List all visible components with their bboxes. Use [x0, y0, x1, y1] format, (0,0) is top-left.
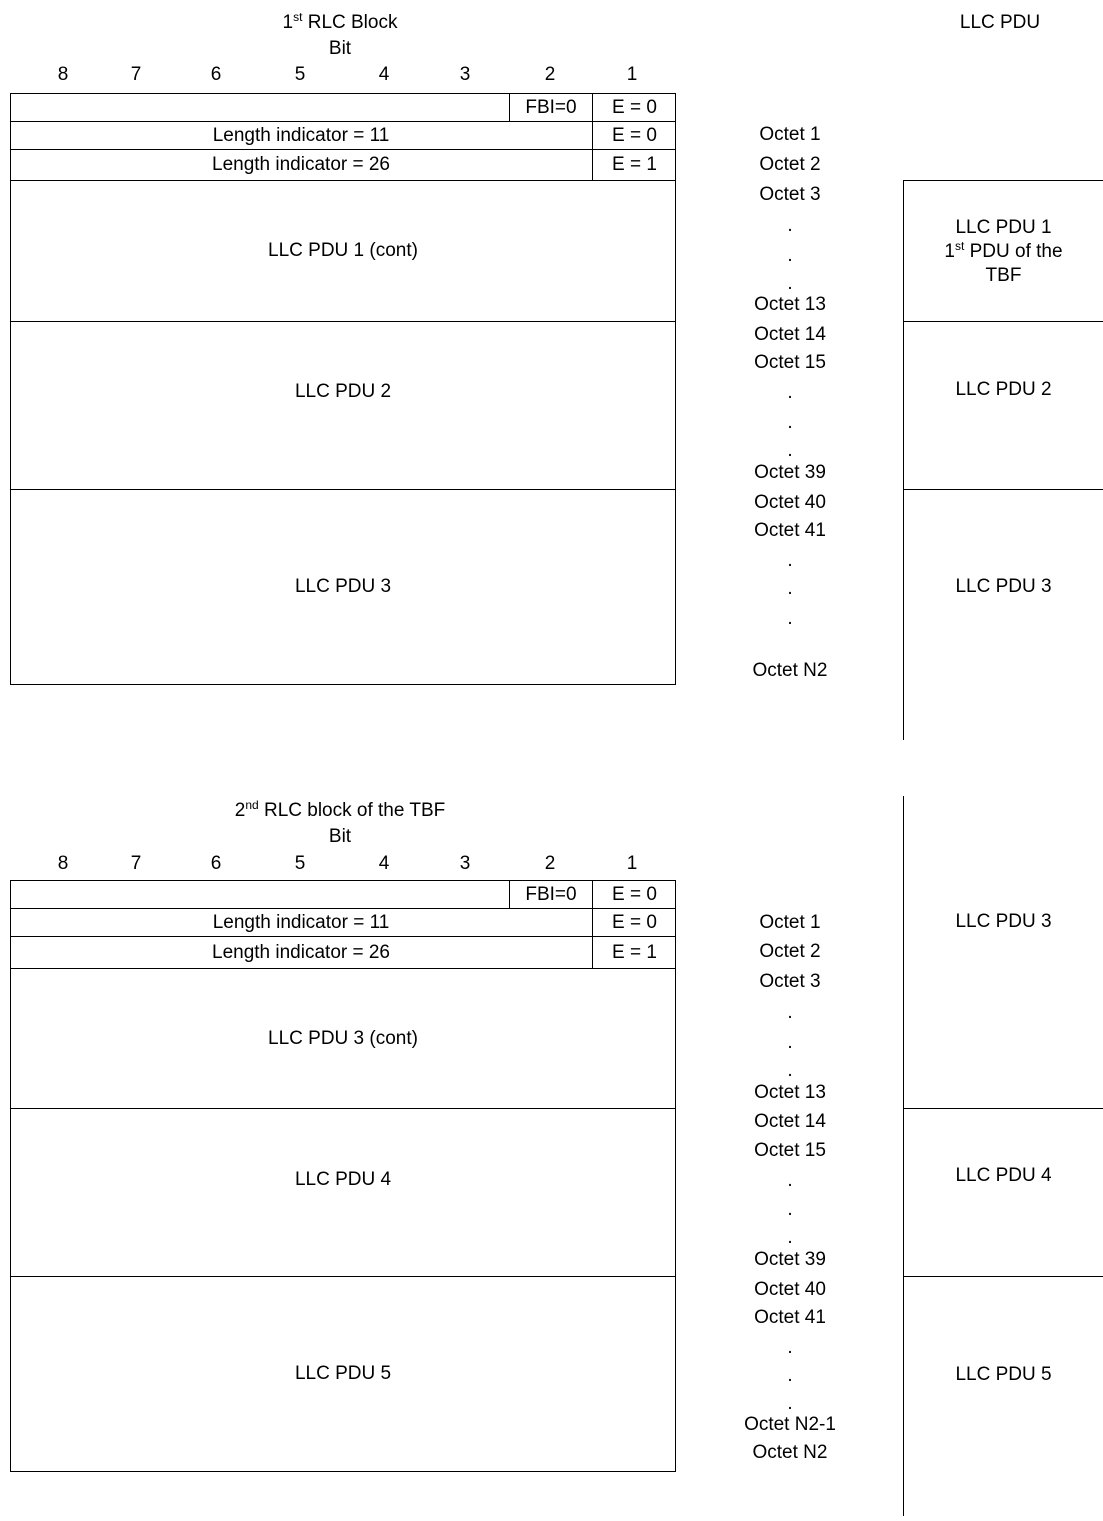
octet-label: Octet 15	[754, 352, 826, 373]
bit-number: 8	[57, 853, 69, 874]
length-indicator: Length indicator = 26	[212, 941, 390, 963]
bit-number: 6	[210, 64, 222, 85]
bit-number: 7	[130, 64, 142, 85]
right-pdu-label: LLC PDU 2	[955, 379, 1052, 400]
octet-label: Octet 1	[759, 124, 821, 145]
bit-number: 5	[294, 853, 306, 874]
octet-label: .	[787, 215, 793, 236]
length-indicator: Length indicator = 11	[212, 124, 390, 146]
extension-bit: E = 1	[612, 154, 657, 175]
bit-number: 7	[130, 853, 142, 874]
right-pdu-label: LLC PDU 3	[955, 911, 1052, 932]
bit-number: 3	[459, 64, 471, 85]
octet-label: .	[787, 1337, 793, 1358]
length-indicator: Length indicator = 26	[212, 154, 390, 175]
bit-number: 4	[378, 64, 390, 85]
bit-number: 2	[544, 853, 556, 874]
octet-label: .	[787, 1393, 793, 1414]
block-2-bit-label: Bit	[328, 826, 352, 847]
octet-label: Octet 40	[754, 1279, 826, 1300]
octet-label: Octet N2	[752, 660, 828, 681]
fbi-field: FBI=0	[525, 96, 577, 118]
bit-number: 1	[626, 64, 638, 85]
octet-label: Octet N2	[752, 1442, 828, 1463]
octet-label: Octet N2-1	[744, 1414, 836, 1435]
octet-label: Octet 3	[759, 184, 821, 205]
octet-label: Octet 1	[759, 912, 821, 933]
bit-number: 3	[459, 853, 471, 874]
extension-bit: E = 0	[612, 911, 657, 933]
extension-bit: E = 0	[612, 883, 657, 905]
octet-label: Octet 40	[754, 492, 826, 513]
octet-label: Octet 13	[754, 294, 826, 315]
octet-label: .	[787, 1170, 793, 1191]
octet-label: .	[787, 245, 793, 266]
bit-number: 2	[544, 64, 556, 85]
pdu-label: LLC PDU 3 (cont)	[268, 1027, 418, 1049]
octet-label: .	[787, 412, 793, 433]
bit-number: 1	[626, 853, 638, 874]
octet-label: .	[787, 440, 793, 461]
octet-label: Octet 2	[759, 941, 821, 962]
fbi-field: FBI=0	[525, 883, 577, 905]
length-indicator: Length indicator = 11	[212, 911, 390, 933]
block-1-title: 1st RLC Block	[282, 10, 398, 33]
octet-label: .	[787, 382, 793, 403]
pdu-label: LLC PDU 1 (cont)	[268, 240, 418, 261]
pdu-label: LLC PDU 5	[294, 1363, 392, 1384]
right-pdu-label: LLC PDU 4	[955, 1165, 1052, 1186]
block-1-bit-label: Bit	[328, 38, 352, 59]
pdu-label: LLC PDU 3	[294, 576, 392, 597]
octet-label: Octet 14	[754, 324, 826, 345]
bit-number: 8	[57, 64, 69, 85]
llc-pdu-header: LLC PDU	[959, 12, 1041, 33]
bit-number: 6	[210, 853, 222, 874]
octet-label: Octet 13	[754, 1082, 826, 1103]
octet-label: .	[787, 1227, 793, 1248]
block-2-title: 2nd RLC block of the TBF	[234, 798, 446, 821]
octet-label: .	[787, 1199, 793, 1220]
octet-label: .	[787, 550, 793, 571]
octet-label: Octet 41	[754, 1307, 826, 1328]
octet-label: Octet 14	[754, 1111, 826, 1132]
right-pdu-label: LLC PDU 1 1st PDU of the TBF	[944, 217, 1063, 286]
right-pdu-label: LLC PDU 3	[955, 576, 1052, 597]
octet-label: .	[787, 1032, 793, 1053]
octet-label: Octet 39	[754, 462, 826, 483]
bit-number: 4	[378, 853, 390, 874]
octet-label: Octet 2	[759, 154, 821, 175]
bit-number: 5	[294, 64, 306, 85]
octet-label: Octet 41	[754, 520, 826, 541]
octet-label: Octet 39	[754, 1249, 826, 1270]
octet-label: .	[787, 273, 793, 294]
pdu-label: LLC PDU 2	[294, 381, 392, 402]
octet-label: Octet 3	[759, 971, 821, 992]
octet-label: .	[787, 1060, 793, 1081]
right-pdu-label: LLC PDU 5	[955, 1364, 1052, 1385]
octet-label: .	[787, 1002, 793, 1023]
octet-label: .	[787, 1365, 793, 1386]
octet-label: Octet 15	[754, 1140, 826, 1161]
extension-bit: E = 1	[612, 941, 657, 963]
extension-bit: E = 0	[612, 96, 657, 118]
octet-label: .	[787, 578, 793, 599]
pdu-label: LLC PDU 4	[294, 1169, 392, 1190]
extension-bit: E = 0	[612, 124, 657, 146]
octet-label: .	[787, 608, 793, 629]
